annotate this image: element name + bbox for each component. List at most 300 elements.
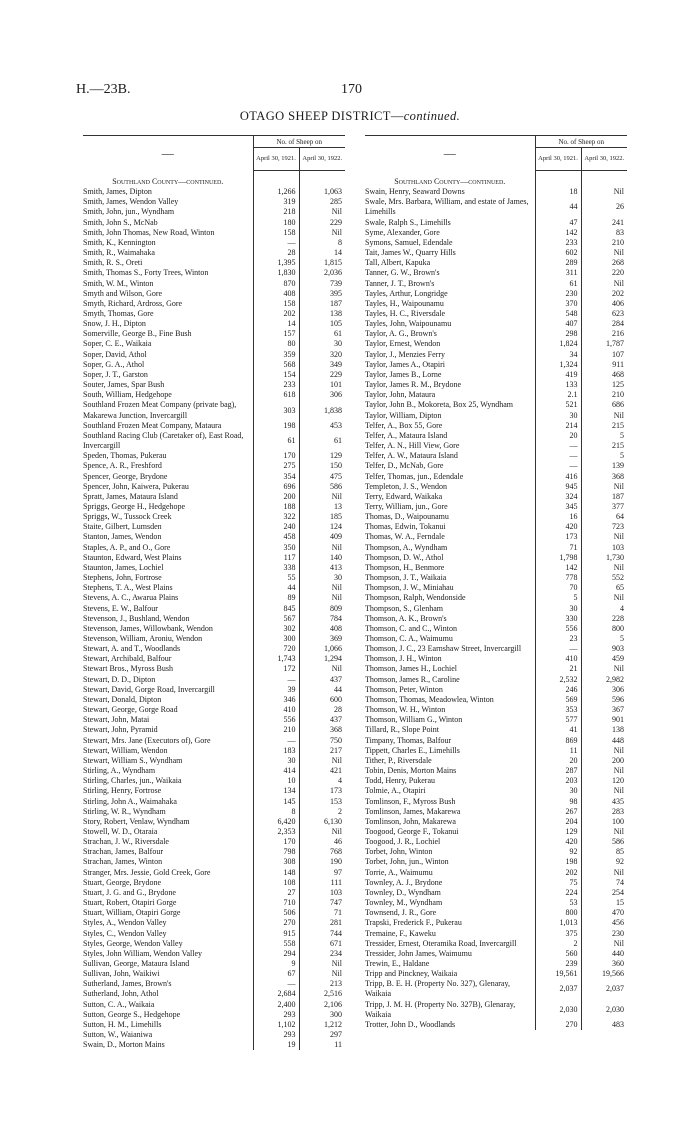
sheep-1922: Nil bbox=[299, 756, 345, 766]
sheep-1922: Nil bbox=[299, 969, 345, 979]
owner-name: Tayles, John, Waipounamu bbox=[365, 319, 452, 329]
sheep-1922: 92 bbox=[581, 857, 627, 867]
owner-name: Stewart, William, Wendon bbox=[83, 745, 168, 755]
sheep-1921: 14 bbox=[253, 319, 299, 329]
owner-name: Taylor, John B., Mokoreta, Box 25, Wyndham bbox=[365, 400, 514, 410]
sheep-1922: 26 bbox=[581, 197, 627, 217]
sheep-1921: 5 bbox=[535, 593, 581, 603]
owner-name: Thompson, J. W., Miniahau bbox=[365, 583, 454, 593]
owner-name: Sutton, H. M., Limehills bbox=[83, 1019, 162, 1029]
owner-name: Spence, A. R., Freshford bbox=[83, 461, 162, 471]
sheep-1921: 420 bbox=[535, 522, 581, 532]
sheep-1922: 100 bbox=[581, 817, 627, 827]
owner-name: Taylor, A. G., Brown's bbox=[365, 329, 437, 339]
table-row bbox=[83, 695, 345, 705]
table-row bbox=[365, 258, 627, 268]
table-row bbox=[83, 766, 345, 776]
sheep-1922: 4 bbox=[299, 776, 345, 786]
sheep-1922: 284 bbox=[581, 319, 627, 329]
sheep-1922: 124 bbox=[299, 522, 345, 532]
sheep-1921: 80 bbox=[253, 339, 299, 349]
table-row bbox=[83, 279, 345, 289]
sheep-1922: 210 bbox=[581, 390, 627, 400]
sheep-1922: 4 bbox=[581, 604, 627, 614]
table-row bbox=[365, 553, 627, 563]
owner-name: Telfer, Thomas, jun., Edendale bbox=[365, 471, 464, 481]
sheep-1921: 324 bbox=[535, 492, 581, 502]
table-row bbox=[83, 461, 345, 471]
sheep-1922: 1,212 bbox=[299, 1020, 345, 1030]
sheep-1921: 798 bbox=[253, 847, 299, 857]
table-row bbox=[83, 522, 345, 532]
sheep-1922: 421 bbox=[299, 766, 345, 776]
owner-name: Tripp and Pinckney, Waikaia bbox=[365, 969, 458, 979]
sheep-1922: 139 bbox=[581, 461, 627, 471]
owner-name: Stanton, James, Wendon bbox=[83, 532, 162, 542]
sheep-1921: 353 bbox=[535, 705, 581, 715]
table-row bbox=[365, 339, 627, 349]
sheep-1921: 20 bbox=[535, 431, 581, 441]
table-row bbox=[83, 400, 345, 420]
table-row bbox=[83, 573, 345, 583]
table-row bbox=[365, 309, 627, 319]
header-group: No. of Sheep on bbox=[535, 136, 627, 148]
table-row bbox=[83, 472, 345, 482]
owner-name: Soper, G. A., Athol bbox=[83, 359, 145, 369]
sheep-1922: 215 bbox=[581, 441, 627, 451]
owner-name: Stewart, John, Matai bbox=[83, 715, 150, 725]
owner-name: Tomlinson, F., Myross Bush bbox=[365, 796, 456, 806]
owner-name: Thompson, J. T., Waikaia bbox=[365, 573, 447, 583]
owner-name: Stirling, A., Wyndham bbox=[83, 766, 156, 776]
sheep-1921: 70 bbox=[535, 583, 581, 593]
sheep-1922: 2,516 bbox=[299, 989, 345, 999]
sheep-1922: 483 bbox=[581, 1020, 627, 1030]
sheep-1921: 218 bbox=[253, 207, 299, 217]
table-row bbox=[83, 989, 345, 999]
sheep-1922: 1,815 bbox=[299, 258, 345, 268]
sheep-1922: 306 bbox=[299, 390, 345, 400]
table-row bbox=[365, 664, 627, 674]
sheep-1922: 2 bbox=[299, 807, 345, 817]
owner-name: Staunton, James, Lochiel bbox=[83, 562, 164, 572]
sheep-1921: 338 bbox=[253, 563, 299, 573]
sheep-1921: — bbox=[535, 644, 581, 654]
table-row bbox=[365, 918, 627, 928]
sheep-1922: 15 bbox=[581, 898, 627, 908]
table-row bbox=[83, 664, 345, 674]
table-row bbox=[83, 746, 345, 756]
sheep-1921: 89 bbox=[253, 593, 299, 603]
sheep-1922: 468 bbox=[581, 370, 627, 380]
sheep-1921: 416 bbox=[535, 472, 581, 482]
sheep-1921: 21 bbox=[535, 664, 581, 674]
sheep-1922: 190 bbox=[299, 857, 345, 867]
owner-name: Tressider, Ernest, Oteramika Road, Invercargill bbox=[365, 938, 517, 948]
sheep-1921: 98 bbox=[535, 797, 581, 807]
sheep-1921: 1,824 bbox=[535, 339, 581, 349]
table-row bbox=[83, 1030, 345, 1040]
table-row bbox=[365, 797, 627, 807]
table-row bbox=[83, 736, 345, 746]
sheep-1921: 157 bbox=[253, 329, 299, 339]
table-row bbox=[83, 715, 345, 725]
table-row bbox=[83, 786, 345, 796]
sheep-1922: 2,036 bbox=[299, 268, 345, 278]
table-row bbox=[365, 421, 627, 431]
sheep-1922: 368 bbox=[581, 472, 627, 482]
sheep-1922: 64 bbox=[581, 512, 627, 522]
table-row bbox=[83, 898, 345, 908]
owner-name: Sutton, George S., Hedgehope bbox=[83, 1009, 181, 1019]
sheep-1921: 569 bbox=[535, 695, 581, 705]
sheep-1922: Nil bbox=[299, 827, 345, 837]
sheep-1921: 577 bbox=[535, 715, 581, 725]
sheep-table-left bbox=[83, 135, 345, 1050]
sheep-1922: 30 bbox=[299, 573, 345, 583]
sheep-1922: 437 bbox=[299, 715, 345, 725]
table-row bbox=[83, 827, 345, 837]
sheep-1921: 16 bbox=[535, 512, 581, 522]
document-code: H.—23B. bbox=[76, 82, 131, 97]
sheep-1921: 34 bbox=[535, 350, 581, 360]
owner-name: Stuart, J. G. and G., Brydone bbox=[83, 887, 176, 897]
owner-name: Terry, William, jun., Gore bbox=[365, 501, 448, 511]
table-body-right bbox=[365, 171, 627, 1031]
sheep-1922: 470 bbox=[581, 908, 627, 918]
sheep-1922: Nil bbox=[299, 543, 345, 553]
sheep-1921: 350 bbox=[253, 543, 299, 553]
sheep-1921: 345 bbox=[535, 502, 581, 512]
sheep-1921: 407 bbox=[535, 319, 581, 329]
sheep-1922: Nil bbox=[299, 583, 345, 593]
table-row bbox=[83, 339, 345, 349]
sheep-1921: 53 bbox=[535, 898, 581, 908]
sheep-1922: 6,130 bbox=[299, 817, 345, 827]
table-row bbox=[365, 817, 627, 827]
title-main: OTAGO SHEEP DISTRICT— bbox=[239, 109, 404, 123]
owner-name: Staite, Gilbert, Lumsden bbox=[83, 522, 162, 532]
sheep-1922: 1,063 bbox=[299, 187, 345, 197]
owner-name: Strachan, James, Balfour bbox=[83, 847, 163, 857]
sheep-1922: 111 bbox=[299, 878, 345, 888]
sheep-1921: 270 bbox=[253, 918, 299, 928]
owner-name: Stewart, Archibald, Balfour bbox=[83, 654, 172, 664]
sheep-1922: 61 bbox=[299, 329, 345, 339]
owner-name: Smyth, Thomas, Gore bbox=[83, 309, 154, 319]
sheep-1922: 368 bbox=[299, 725, 345, 735]
table-row bbox=[365, 725, 627, 735]
sheep-1921: 294 bbox=[253, 949, 299, 959]
sheep-1921: 410 bbox=[253, 705, 299, 715]
sheep-1921: 308 bbox=[253, 857, 299, 867]
sheep-1922: 901 bbox=[581, 715, 627, 725]
table-row bbox=[365, 299, 627, 309]
owner-name: Stewart, D. D., Dipton bbox=[83, 674, 156, 684]
table-row bbox=[365, 289, 627, 299]
table-row bbox=[83, 187, 345, 197]
sheep-1921: 202 bbox=[253, 309, 299, 319]
owner-name: Symons, Samuel, Edendale bbox=[365, 237, 453, 247]
owner-name: Townley, D., Wyndham bbox=[365, 887, 441, 897]
sheep-1921: 142 bbox=[535, 228, 581, 238]
left-column bbox=[83, 135, 345, 1050]
owner-name: Stewart, Mrs. Jane (Executors of), Gore bbox=[83, 735, 211, 745]
sheep-1922: 768 bbox=[299, 847, 345, 857]
owner-name: Southland Frozen Meat Company, Mataura bbox=[83, 420, 222, 430]
table-row bbox=[83, 583, 345, 593]
owner-name: Toogood, George F., Tokanui bbox=[365, 826, 459, 836]
sheep-1922: 61 bbox=[299, 431, 345, 451]
sheep-1922: Nil bbox=[581, 786, 627, 796]
owner-name: Swain, D., Morton Mains bbox=[83, 1040, 165, 1050]
sheep-1922: 686 bbox=[581, 400, 627, 410]
sheep-1922: 101 bbox=[299, 380, 345, 390]
sheep-1922: 268 bbox=[581, 258, 627, 268]
owner-name: Thompson, S., Glenham bbox=[365, 603, 443, 613]
sheep-1921: 180 bbox=[253, 218, 299, 228]
owner-name: Soper, David, Athol bbox=[83, 349, 147, 359]
sheep-1922: 11 bbox=[299, 1040, 345, 1050]
sheep-1921: 1,324 bbox=[535, 360, 581, 370]
sheep-1921: 19 bbox=[253, 1040, 299, 1050]
sheep-1921: 289 bbox=[535, 258, 581, 268]
sheep-1922: 1,787 bbox=[581, 339, 627, 349]
owner-name: Stirling, Henry, Fortrose bbox=[83, 786, 162, 796]
sheep-1922: Nil bbox=[299, 228, 345, 238]
owner-name: Speden, Thomas, Pukerau bbox=[83, 451, 167, 461]
sheep-1921: 240 bbox=[253, 522, 299, 532]
table-row bbox=[365, 492, 627, 502]
owner-name: Stevens, E. W., Balfour bbox=[83, 603, 158, 613]
table-row bbox=[365, 857, 627, 867]
table-row bbox=[365, 461, 627, 471]
table-row bbox=[83, 350, 345, 360]
table-row bbox=[365, 502, 627, 512]
sheep-table-right bbox=[365, 135, 627, 1030]
sheep-1922: 28 bbox=[299, 705, 345, 715]
owner-name: Thomson, A. K., Brown's bbox=[365, 613, 447, 623]
sheep-1922: 187 bbox=[299, 299, 345, 309]
sheep-1921: 30 bbox=[535, 786, 581, 796]
sheep-1921: 2,532 bbox=[535, 675, 581, 685]
table-row bbox=[83, 197, 345, 207]
sheep-1921: 370 bbox=[535, 299, 581, 309]
sheep-1922: 744 bbox=[299, 929, 345, 939]
sheep-1921: 55 bbox=[253, 573, 299, 583]
sheep-1921: 210 bbox=[253, 725, 299, 735]
sheep-1921: 560 bbox=[535, 949, 581, 959]
sheep-1922: Nil bbox=[581, 593, 627, 603]
table-row bbox=[83, 959, 345, 969]
sheep-1922: 8 bbox=[299, 238, 345, 248]
owner-name: Tomlinson, John, Makarewa bbox=[365, 816, 456, 826]
sheep-1921: 108 bbox=[253, 878, 299, 888]
owner-name: Thomson, Peter, Winton bbox=[365, 684, 443, 694]
owner-name: Todd, Henry, Pukerau bbox=[365, 776, 436, 786]
table-row bbox=[83, 654, 345, 664]
owner-name: Staunton, Edward, West Plains bbox=[83, 552, 182, 562]
owner-name: Swale, Mrs. Barbara, William, and estate of James, Limehills bbox=[365, 197, 529, 217]
sheep-1921: 319 bbox=[253, 197, 299, 207]
sheep-1921: 67 bbox=[253, 969, 299, 979]
table-row bbox=[83, 797, 345, 807]
sheep-1921: 133 bbox=[535, 380, 581, 390]
sheep-1922: 103 bbox=[299, 888, 345, 898]
owner-name: Sutherland, John, Athol bbox=[83, 989, 159, 999]
table-row bbox=[365, 786, 627, 796]
sheep-1921: 170 bbox=[253, 451, 299, 461]
owner-name: Snow, J. H., Dipton bbox=[83, 319, 146, 329]
sheep-1922: Nil bbox=[581, 482, 627, 492]
sheep-1921: 158 bbox=[253, 228, 299, 238]
sheep-1922: 437 bbox=[299, 675, 345, 685]
sheep-1922: Nil bbox=[581, 279, 627, 289]
owner-name: Telfer, A. W., Mataura Island bbox=[365, 451, 458, 461]
owner-name: Stevens, A. C., Awarua Plains bbox=[83, 593, 179, 603]
sheep-1922: 229 bbox=[299, 370, 345, 380]
owner-name: Tremaine, F., Kaweku bbox=[365, 928, 436, 938]
sheep-1921: 302 bbox=[253, 624, 299, 634]
owner-name: Stewart, A. and T., Woodlands bbox=[83, 644, 181, 654]
sheep-1922: 586 bbox=[581, 837, 627, 847]
table-row bbox=[365, 614, 627, 624]
owner-name: Timpany, Thomas, Balfour bbox=[365, 735, 452, 745]
table-row bbox=[83, 258, 345, 268]
owner-name: Thomson, William G., Winton bbox=[365, 715, 463, 725]
sheep-1922: 750 bbox=[299, 736, 345, 746]
sheep-1921: 233 bbox=[535, 238, 581, 248]
sheep-1922: Nil bbox=[581, 939, 627, 949]
sheep-1921: 346 bbox=[253, 695, 299, 705]
owner-name: Stephens, John, Fortrose bbox=[83, 573, 162, 583]
sheep-1921: 198 bbox=[253, 421, 299, 431]
sheep-1921: 696 bbox=[253, 482, 299, 492]
table-row bbox=[365, 807, 627, 817]
table-row bbox=[83, 604, 345, 614]
table-row bbox=[83, 248, 345, 258]
sheep-1921: 27 bbox=[253, 888, 299, 898]
page-number: 170 bbox=[341, 82, 362, 97]
sheep-1921: 710 bbox=[253, 898, 299, 908]
sheep-1921: 9 bbox=[253, 959, 299, 969]
table-row bbox=[83, 289, 345, 299]
table-row bbox=[365, 654, 627, 664]
owner-name: Telfer, A., Mataura Island bbox=[365, 430, 448, 440]
table-row bbox=[365, 370, 627, 380]
table-row bbox=[365, 543, 627, 553]
owner-name: Thomson, Thomas, Meadowlea, Winton bbox=[365, 694, 494, 704]
table-row bbox=[365, 360, 627, 370]
owner-name: Trotter, John D., Woodlands bbox=[365, 1019, 456, 1029]
table-row bbox=[365, 319, 627, 329]
owner-name: Thomson, C. A., Waimumu bbox=[365, 634, 453, 644]
sheep-1921: 19,561 bbox=[535, 969, 581, 979]
sheep-1921: 330 bbox=[535, 614, 581, 624]
sheep-1921: 602 bbox=[535, 248, 581, 258]
sheep-1922: 623 bbox=[581, 309, 627, 319]
right-column bbox=[365, 135, 627, 1030]
table-row bbox=[365, 380, 627, 390]
sheep-1921: 778 bbox=[535, 573, 581, 583]
sheep-1921: 618 bbox=[253, 390, 299, 400]
table-row bbox=[365, 847, 627, 857]
table-row bbox=[83, 624, 345, 634]
sheep-1921: 275 bbox=[253, 461, 299, 471]
sheep-1921: 28 bbox=[253, 248, 299, 258]
sheep-1921: 44 bbox=[253, 583, 299, 593]
sheep-1921: 2,030 bbox=[535, 1000, 581, 1020]
table-row bbox=[365, 390, 627, 400]
sheep-1921: 270 bbox=[535, 1020, 581, 1030]
table-row bbox=[365, 472, 627, 482]
owner-name: Townsend, J. R., Gore bbox=[365, 908, 437, 918]
owner-name: Spriggs, George H., Hedgehope bbox=[83, 501, 186, 511]
owner-name: Stuart, Robert, Otapiri Gorge bbox=[83, 898, 177, 908]
sheep-1921: 202 bbox=[535, 868, 581, 878]
sheep-1922: 747 bbox=[299, 898, 345, 908]
sheep-1921: — bbox=[535, 441, 581, 451]
sheep-1921: 47 bbox=[535, 218, 581, 228]
sheep-1922: 19,566 bbox=[581, 969, 627, 979]
header-dash: — bbox=[83, 136, 253, 171]
table-row bbox=[365, 634, 627, 644]
table-row bbox=[83, 451, 345, 461]
table-row bbox=[365, 827, 627, 837]
table-row bbox=[365, 329, 627, 339]
owner-name: Styles, John William, Wendon Valley bbox=[83, 948, 203, 958]
sheep-1921: 239 bbox=[535, 959, 581, 969]
sheep-1922: 153 bbox=[299, 797, 345, 807]
sheep-1922: Nil bbox=[581, 563, 627, 573]
owner-name: Telfer, D., McNab, Gore bbox=[365, 461, 444, 471]
owner-name: Stewart, George, Gorge Road bbox=[83, 705, 178, 715]
sheep-1921: — bbox=[253, 238, 299, 248]
sheep-1922: 210 bbox=[581, 238, 627, 248]
sheep-1921: 2,684 bbox=[253, 989, 299, 999]
sheep-1922: Nil bbox=[581, 766, 627, 776]
owner-name: Tressider, John James, Waimumu bbox=[365, 948, 472, 958]
sheep-1921: 915 bbox=[253, 929, 299, 939]
sheep-1922: Nil bbox=[581, 411, 627, 421]
sheep-1922: 409 bbox=[299, 532, 345, 542]
table-row bbox=[83, 329, 345, 339]
table-row bbox=[83, 756, 345, 766]
owner-name: Thompson, D. W., Athol bbox=[365, 552, 444, 562]
sheep-1921: 203 bbox=[535, 776, 581, 786]
table-row bbox=[365, 644, 627, 654]
sheep-1922: 453 bbox=[299, 421, 345, 431]
sheep-1922: 408 bbox=[299, 624, 345, 634]
table-row bbox=[83, 543, 345, 553]
sheep-1921: 354 bbox=[253, 472, 299, 482]
owner-name: Sutherland, James, Brown's bbox=[83, 979, 172, 989]
owner-name: Townley, M., Wyndham bbox=[365, 898, 443, 908]
sheep-1922: 456 bbox=[581, 918, 627, 928]
owner-name: Swain, Henry, Seaward Downs bbox=[365, 187, 465, 197]
table-row bbox=[83, 593, 345, 603]
sheep-1922: 784 bbox=[299, 614, 345, 624]
owner-name: Stuart, William, Otapiri Gorge bbox=[83, 908, 181, 918]
sheep-1922: 448 bbox=[581, 736, 627, 746]
sheep-1922: 5 bbox=[581, 431, 627, 441]
sheep-1922: 1,838 bbox=[299, 400, 345, 420]
table-row bbox=[365, 908, 627, 918]
header-year-1921: April 30, 1921. bbox=[535, 148, 581, 171]
sheep-1921: 148 bbox=[253, 868, 299, 878]
table-row bbox=[83, 218, 345, 228]
table-row bbox=[83, 908, 345, 918]
